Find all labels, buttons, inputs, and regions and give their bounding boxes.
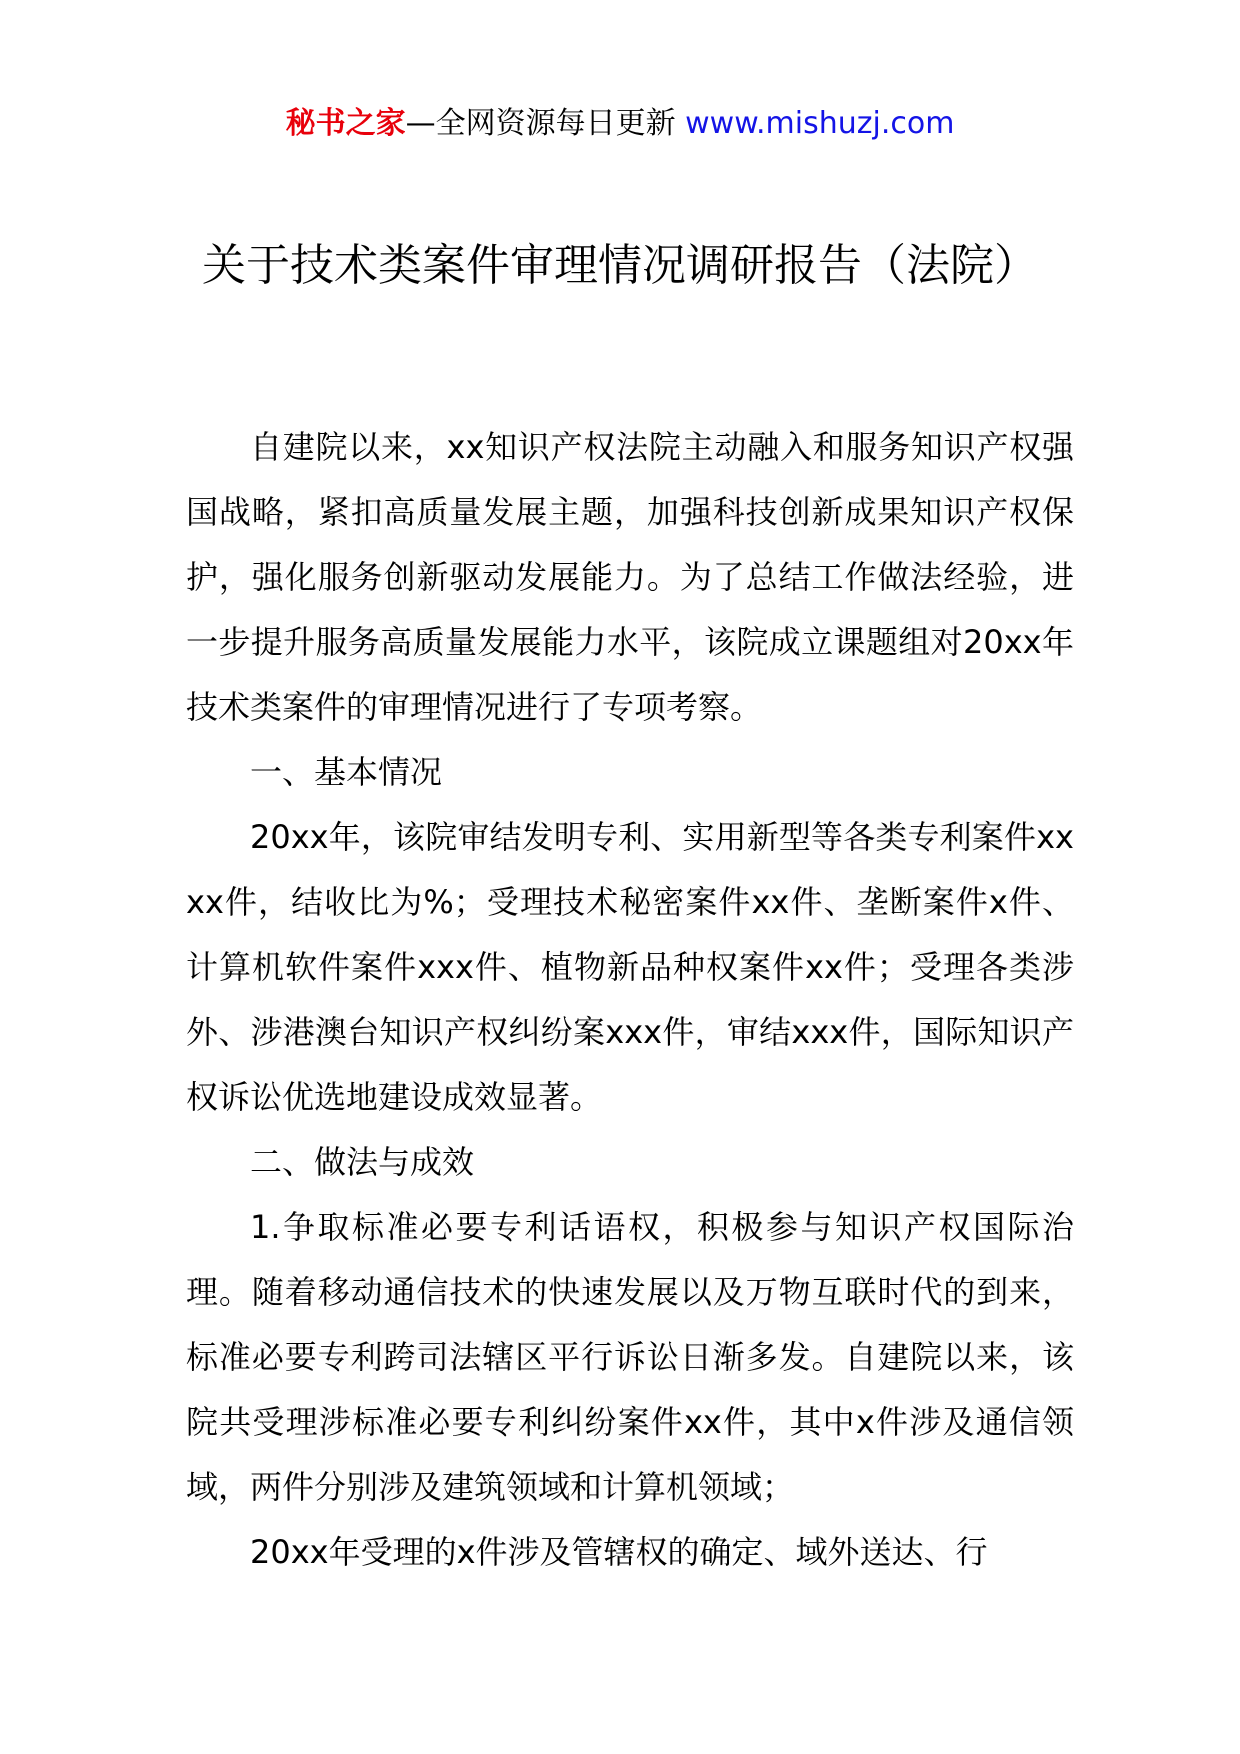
document-title: 关于技术类案件审理情况调研报告（法院） xyxy=(202,240,1038,291)
site-brand: 秘书之家 xyxy=(285,106,406,141)
paragraph-intro: 自建院以来，xx知识产权法院主动融入和服务知识产权强国战略，紧扣高质量发展主题，加强科技创新成果知识产权保护，强化服务创新驱动发展能力。为了总结工作做法经验，进一步提升服务高质量发展能力水平，该院成立课题组对20xx年技术类案件的审理情况进行了专项考察。 xyxy=(186,428,1074,726)
site-url-link[interactable]: www.mishuzj.com xyxy=(685,106,955,141)
paragraph-basic-situation: 20xx年，该院审结发明专利、实用新型等各类专利案件xxxx件，结收比为%；受理技术秘密案件xx件、垄断案件x件、计算机软件案件xxx件、植物新品种权案件xx件；受理各类涉外、涉港澳台知识产权纠纷案xxx件，审结xxx件，国际知识产权诉讼优选地建设成效显著。 xyxy=(186,818,1074,1116)
paragraph-practice-1-continued: 20xx年受理的x件涉及管辖权的确定、域外送达、行 xyxy=(250,1533,988,1571)
site-header xyxy=(0,104,1240,144)
section-heading-practices-results: 二、做法与成效 xyxy=(250,1143,475,1181)
site-slogan: —全网资源每日更新 xyxy=(405,106,676,141)
section-heading-basic-situation: 一、基本情况 xyxy=(250,753,443,791)
document-body xyxy=(186,415,1074,1585)
paragraph-practice-1: 1.争取标准必要专利话语权，积极参与知识产权国际治理。随着移动通信技术的快速发展以及万物互联时代的到来，标准必要专利跨司法辖区平行诉讼日渐多发。自建院以来，该院共受理涉标准必要专利纠纷案件xx件，其中x件涉及通信领域，两件分别涉及建筑领域和计算机领域； xyxy=(186,1208,1074,1506)
